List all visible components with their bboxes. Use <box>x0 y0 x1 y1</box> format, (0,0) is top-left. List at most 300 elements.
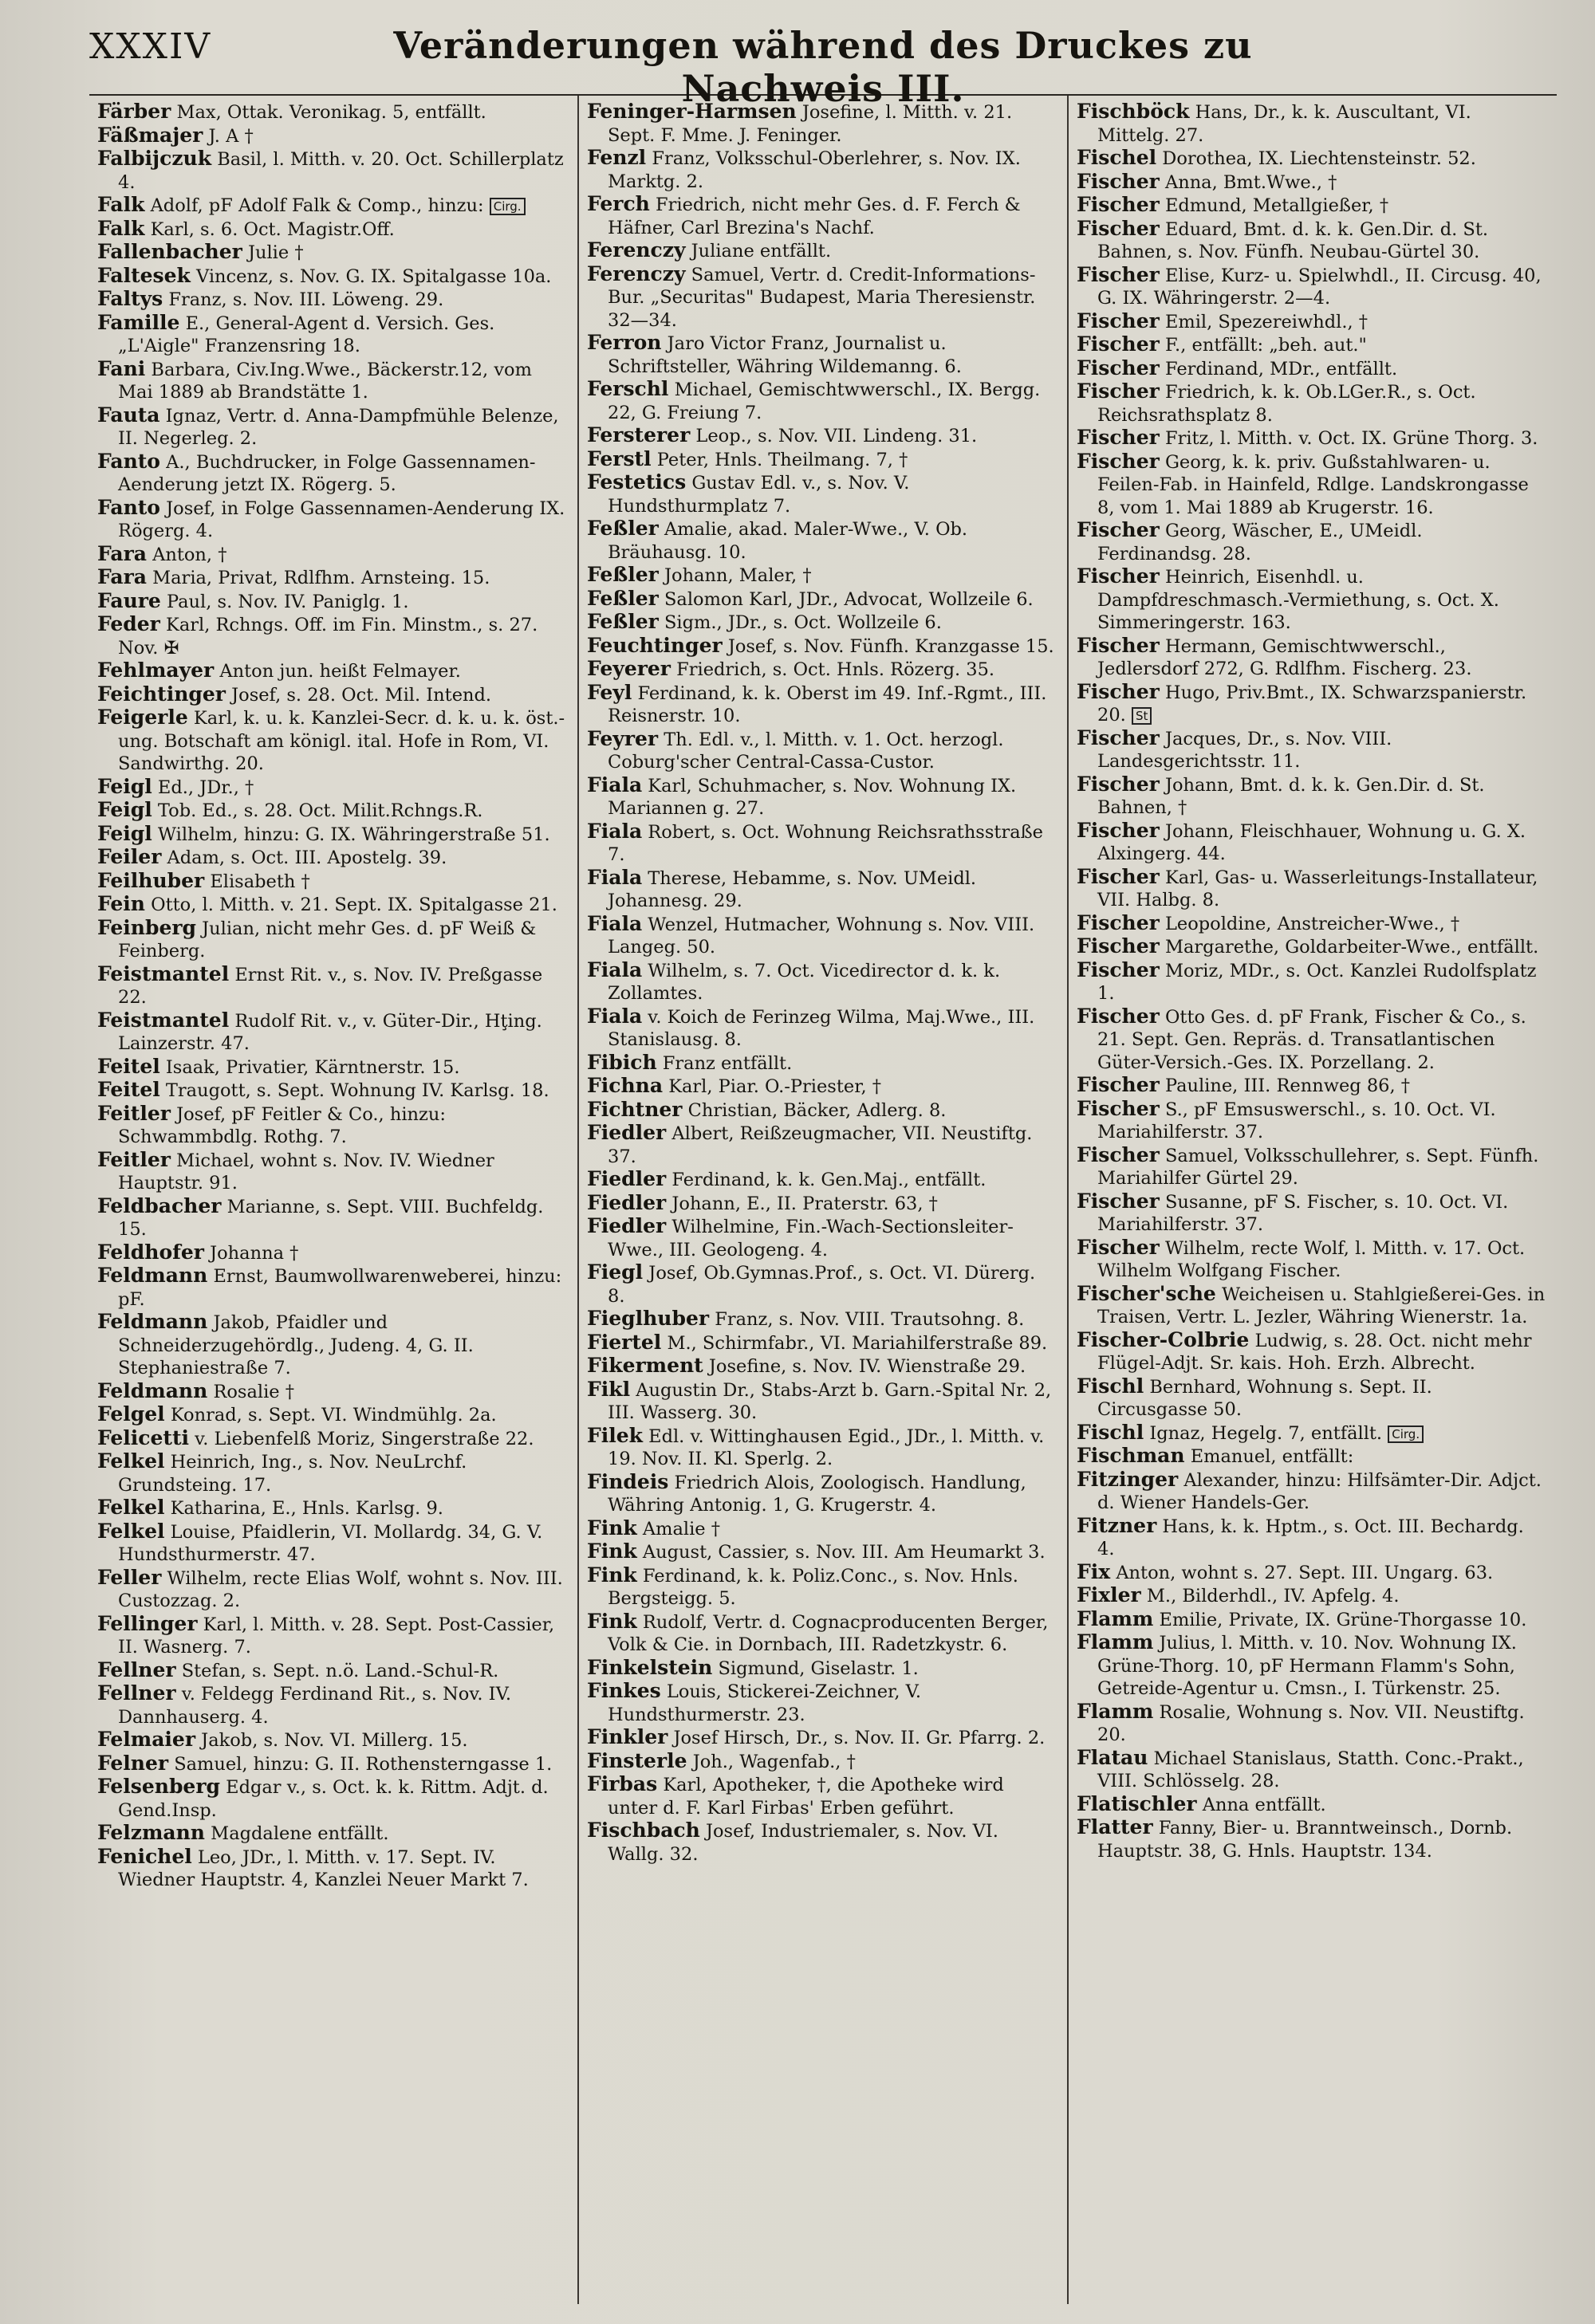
entry-surname: Falbijczuk <box>97 147 212 170</box>
entry-surname: Filek <box>587 1423 643 1447</box>
entry-surname: Feder <box>97 612 160 635</box>
entry-surname: Fischer <box>1077 1235 1160 1259</box>
entry-surname: Fibich <box>587 1050 657 1074</box>
directory-entry <box>1077 218 1546 264</box>
entry-surname: Fiedler <box>587 1167 667 1190</box>
entry-surname: Famille <box>97 310 180 334</box>
entry-details: Magdalene entfällt. <box>211 1823 389 1844</box>
entry-surname: Feichtinger <box>97 682 226 706</box>
entry-details: Karl, Apotheker, †, die Apotheke wird unter d. F. Karl Firbas' Erben geführt. <box>608 1775 1004 1819</box>
directory-entry <box>1077 1816 1546 1862</box>
entry-details: Sigm., JDr., s. Oct. Wollzeile 6. <box>664 612 942 633</box>
entry-details: Dorothea, IX. Liechtensteinstr. 52. <box>1162 148 1476 169</box>
entry-details: Josefine, s. Nov. IV. Wienstraße 29. <box>708 1356 1026 1377</box>
directory-entry <box>1077 912 1546 936</box>
entry-surname: Feldhofer <box>97 1240 204 1264</box>
entry-surname: Feller <box>97 1565 162 1589</box>
directory-entry <box>1077 147 1546 171</box>
entry-details: Julius, l. Mitth. v. 10. Nov. Wohnung IX. Grüne-Thorg. 10, pF Hermann Flamm's Sohn, Getreide-Agentur u. Cmsn., I. Türkenstr. 25. <box>1097 1633 1517 1699</box>
entry-details: Josef, Ob.Gymnas.Prof., s. Oct. VI. Dürerg. 8. <box>608 1263 1036 1307</box>
entry-details: Augustin Dr., Stabs-Arzt b. Garn.-Spital Nr. 2, III. Wasserg. 30. <box>608 1379 1052 1423</box>
entry-badge: St <box>1132 707 1152 725</box>
entry-surname: Feyl <box>587 680 632 704</box>
entry-details: Rudolf Rit. v., v. Güter-Dir., Hţing. Lainzerstr. 47. <box>118 1010 542 1054</box>
entry-surname: Feitel <box>97 1054 160 1078</box>
entry-surname: Feigl <box>97 798 152 821</box>
entry-surname: Fichtner <box>587 1097 683 1121</box>
directory-entry <box>587 1517 1056 1541</box>
directory-entry <box>97 846 566 870</box>
directory-entry <box>1077 1098 1546 1144</box>
entry-details: Georg, Wäscher, E., UMeidl. Ferdinandsg. 28. <box>1097 521 1423 564</box>
directory-entry <box>97 358 566 404</box>
directory-entry <box>587 424 1056 448</box>
entry-details: Karl, l. Mitth. v. 28. Sept. Post-Cassier, II. Wasnerg. 7. <box>118 1614 555 1657</box>
entry-surname: Ferenczy <box>587 238 686 261</box>
directory-entry <box>97 1264 566 1311</box>
entry-details: Julie † <box>247 242 304 263</box>
entry-details: Maria, Privat, Rdlfhm. Arnsteing. 15. <box>152 568 490 588</box>
entry-surname: Feyerer <box>587 657 671 680</box>
entry-surname: Feyrer <box>587 726 659 750</box>
entry-surname: Fischer <box>1077 1189 1160 1213</box>
directory-entry <box>97 1427 566 1451</box>
directory-entry <box>587 1610 1056 1657</box>
directory-entry <box>97 1659 566 1683</box>
entry-surname: Finsterle <box>587 1748 687 1772</box>
directory-entry <box>97 312 566 358</box>
entry-surname: Fichna <box>587 1074 664 1097</box>
entry-surname: Fieglhuber <box>587 1307 710 1330</box>
entry-details: Anna entfällt. <box>1202 1794 1326 1815</box>
entry-surname: Feiler <box>97 845 162 868</box>
directory-entry <box>97 218 566 242</box>
directory-entry <box>97 1403 566 1427</box>
directory-entry <box>1077 866 1546 912</box>
entry-badge: Cirg. <box>1388 1425 1424 1443</box>
entry-surname: Fischer <box>1077 193 1160 216</box>
entry-surname: Fischer <box>1077 864 1160 888</box>
directory-entry <box>1077 264 1546 310</box>
entry-details: Ferdinand, k. k. Oberst im 49. Inf.-Rgmt., III. Reisnerstr. 10. <box>608 682 1047 726</box>
directory-entry <box>1077 1329 1546 1375</box>
entry-details: Traugott, s. Sept. Wohnung IV. Karlsg. 18. <box>165 1080 549 1101</box>
entry-details: Wilhelm, recte Wolf, l. Mitth. v. 17. Oct. Wilhelm Wolfgang Fischer. <box>1097 1237 1526 1281</box>
directory-entry <box>97 1567 566 1613</box>
entry-details: Konrad, s. Sept. VI. Windmühlg. 2a. <box>170 1405 497 1425</box>
directory-entry <box>97 1241 566 1265</box>
directory-entry <box>587 1471 1056 1517</box>
entry-details: Edmund, Metallgießer, † <box>1164 195 1389 216</box>
entry-surname: Feitler <box>97 1101 171 1125</box>
directory-entry <box>1077 310 1546 334</box>
entry-surname: Fischer <box>1077 262 1160 286</box>
entry-details: Pauline, III. Rennweg 86, † <box>1164 1075 1411 1096</box>
directory-entry <box>97 241 566 265</box>
entry-surname: Fischer <box>1077 309 1160 332</box>
entry-surname: Feßler <box>587 610 659 633</box>
directory-entry <box>587 820 1056 867</box>
entry-details: Georg, k. k. priv. Gußstahlwaren- u. Feilen-Fab. in Hainfeld, Rdlge. Landskrongasse 8, vom 1. Mai 1889 ab Krugerstr. 16. <box>1097 451 1529 518</box>
entry-details: S., pF Emsuswerschl., s. 10. Oct. VI. Mariahilferstr. 37. <box>1097 1099 1496 1142</box>
directory-entry <box>1077 1747 1546 1793</box>
directory-entry <box>97 1311 566 1380</box>
entry-surname: Finkler <box>587 1725 668 1748</box>
entry-surname: Feistmantel <box>97 1008 230 1032</box>
entry-details: Johanna † <box>210 1242 299 1264</box>
entry-details: Rosalie † <box>213 1381 294 1402</box>
entry-surname: Felner <box>97 1751 169 1775</box>
directory-entry <box>587 1819 1056 1866</box>
entry-details: Emilie, Private, IX. Grüne-Thorgasse 10. <box>1159 1609 1527 1630</box>
directory-entry <box>1077 1237 1546 1283</box>
entry-surname: Fischer <box>1077 169 1160 193</box>
entry-details: Ferdinand, k. k. Gen.Maj., entfällt. <box>671 1170 987 1190</box>
columns <box>89 96 1557 2304</box>
entry-details: Max, Ottak. Veronikag. 5, entfällt. <box>176 102 486 123</box>
entry-surname: Fischer <box>1077 564 1160 588</box>
entry-details: Johann, Fleischhauer, Wohnung u. G. X. Alxingerg. 44. <box>1097 820 1526 864</box>
entry-details: Edgar v., s. Oct. k. k. Rittm. Adjt. d. Gend.Insp. <box>118 1777 549 1821</box>
entry-surname: Fischer <box>1077 216 1160 240</box>
entry-details: Robert, s. Oct. Wohnung Reichsrathsstraße 7. <box>608 821 1043 865</box>
entry-surname: Fischer <box>1077 818 1160 842</box>
entry-details: Adam, s. Oct. III. Apostelg. 39. <box>167 847 447 868</box>
entry-details: Hans, k. k. Hptm., s. Oct. III. Bechardg. 4. <box>1097 1516 1524 1559</box>
entry-surname: Fanto <box>97 449 160 473</box>
entry-details: Ernst Rit. v., s. Nov. IV. Preßgasse 22. <box>118 964 543 1008</box>
directory-entry <box>587 1192 1056 1216</box>
entry-details: Ernst, Baumwollwarenweberei, hinzu: pF. <box>118 1266 562 1310</box>
entry-details: Friedrich, s. Oct. Hnls. Rözerg. 35. <box>676 659 995 680</box>
entry-surname: Fani <box>97 356 146 380</box>
entry-details: Wilhelm, hinzu: G. IX. Währingerstraße 51. <box>157 824 550 845</box>
entry-details: August, Cassier, s. Nov. III. Am Heumarkt 3. <box>642 1542 1046 1563</box>
directory-entry <box>587 1261 1056 1307</box>
entry-surname: Fiegl <box>587 1260 644 1284</box>
entry-details: E., General-Agent d. Versich. Ges. „L'Aigle" Franzensring 18. <box>118 313 495 356</box>
directory-entry <box>1077 1074 1546 1098</box>
entry-surname: Felmaier <box>97 1728 196 1751</box>
entry-details: Louise, Pfaidlerin, VI. Mollardg. 34, G. V. Hundsthurmerstr. 47. <box>118 1521 543 1565</box>
entry-surname: Fallenbacher <box>97 240 242 263</box>
directory-entry <box>97 590 566 614</box>
entry-details: Leopoldine, Anstreicher-Wwe., † <box>1164 913 1460 934</box>
entry-surname: Fitzinger <box>1077 1467 1179 1491</box>
directory-entry <box>1077 333 1546 357</box>
entry-surname: Findeis <box>587 1469 669 1493</box>
directory-entry <box>587 564 1056 588</box>
directory-entry <box>587 471 1056 517</box>
entry-surname: Fischer <box>1077 1096 1160 1120</box>
directory-entry <box>587 448 1056 472</box>
directory-entry <box>587 774 1056 820</box>
directory-entry <box>1077 1144 1546 1190</box>
entry-details: Peter, Hnls. Theilmang. 7, † <box>656 449 908 470</box>
entry-details: Otto Ges. d. pF Frank, Fischer & Co., s. 21. Sept. Gen. Repräs. d. Transatlantischen Güter-Versich.-Ges. IX. Porzellang. 2. <box>1097 1006 1526 1073</box>
directory-entry <box>97 776 566 800</box>
entry-details: Weicheisen u. Stahlgießerei-Ges. in Traisen, Vertr. L. Jezler, Währing Wienerstr. 1a. <box>1097 1284 1546 1327</box>
entry-surname: Fink <box>587 1609 637 1633</box>
entry-surname: Ferstl <box>587 446 652 470</box>
entry-surname: Fischer <box>1077 426 1160 449</box>
entry-details: Anton jun. heißt Felmayer. <box>219 661 461 682</box>
entry-surname: Fischer <box>1077 356 1160 379</box>
entry-surname: Fischer <box>1077 958 1160 981</box>
entry-surname: Feigerle <box>97 706 188 729</box>
entry-details: Johann, Maler, † <box>664 565 812 586</box>
directory-entry <box>1077 427 1546 450</box>
entry-surname: Fischer <box>1077 518 1160 541</box>
entry-surname: Färber <box>97 100 171 123</box>
entry-details: Karl, Gas- u. Wasserleitungs-Installateur, VII. Halbg. 8. <box>1097 867 1538 910</box>
directory-entry <box>97 1195 566 1241</box>
entry-details: Franz, s. Nov. VIII. Trautsohng. 8. <box>715 1309 1025 1330</box>
entry-details: Ignaz, Hegelg. 7, entfällt. <box>1149 1422 1383 1444</box>
directory-entry <box>587 1657 1056 1681</box>
entry-details: Hugo, Priv.Bmt., IX. Schwarzspanierstr. 20. <box>1097 682 1527 726</box>
entry-surname: Felkel <box>97 1449 165 1473</box>
entry-details: Isaak, Privatier, Kärntnerstr. 15. <box>165 1056 460 1078</box>
entry-surname: Fiala <box>587 865 643 889</box>
entry-surname: Felkel <box>97 1519 165 1543</box>
entry-details: Heinrich, Eisenhdl. u. Dampfdreschmasch.-Vermiethung, s. Oct. X. Simmeringerstr. 163. <box>1097 567 1499 633</box>
entry-surname: Fiala <box>587 911 643 935</box>
directory-entry <box>1077 1445 1546 1469</box>
directory-entry <box>587 332 1056 378</box>
entry-surname: Fischböck <box>1077 100 1190 123</box>
directory-entry <box>97 1728 566 1752</box>
entry-surname: Faltys <box>97 287 163 310</box>
directory-entry <box>1077 1561 1546 1585</box>
page-number: XXXIV <box>89 26 212 67</box>
directory-entry <box>97 1380 566 1404</box>
entry-surname: Feßler <box>587 586 659 610</box>
entry-details: F., entfällt: „beh. aut." <box>1164 335 1367 356</box>
entry-details: Salomon Karl, JDr., Advocat, Wollzeile 6. <box>664 588 1034 610</box>
entry-surname: Fischbach <box>587 1819 700 1842</box>
directory-entry <box>587 1099 1056 1123</box>
entry-details: Josef, s. 28. Oct. Mil. Intend. <box>231 684 492 706</box>
directory-entry <box>1077 959 1546 1005</box>
entry-details: Marianne, s. Sept. VIII. Buchfeldg. 15. <box>118 1196 544 1240</box>
entry-details: Karl, Schuhmacher, s. Nov. Wohnung IX. Mariannen g. 27. <box>608 775 1017 819</box>
directory-entry <box>1077 519 1546 565</box>
entry-surname: Ferschl <box>587 377 669 400</box>
directory-entry <box>97 799 566 823</box>
entry-details: Wenzel, Hutmacher, Wohnung s. Nov. VIII. Langeg. 50. <box>608 914 1035 958</box>
column-2 <box>579 96 1069 2304</box>
directory-entry <box>1077 935 1546 959</box>
directory-entry <box>97 823 566 847</box>
directory-entry <box>1077 681 1546 727</box>
directory-entry <box>587 378 1056 424</box>
directory-entry <box>97 963 566 1009</box>
directory-entry <box>1077 1469 1546 1515</box>
entry-details: Julian, nicht mehr Ges. d. pF Weiß & Feinberg. <box>118 918 537 961</box>
entry-details: Jaro Victor Franz, Journalist u. Schriftsteller, Währing Wildemanng. 6. <box>608 333 962 377</box>
entry-surname: Falk <box>97 216 145 240</box>
entry-details: Tob. Ed., s. 28. Oct. Milit.Rchngs.R. <box>157 800 483 821</box>
directory-entry <box>587 1425 1056 1471</box>
entry-details: Friedrich, nicht mehr Ges. d. F. Ferch & Häfner, Carl Brezina's Nachf. <box>608 195 1021 238</box>
directory-entry <box>97 450 566 497</box>
entry-details: Anton, † <box>152 544 227 565</box>
entry-surname: Felgel <box>97 1402 165 1425</box>
directory-entry <box>587 1005 1056 1052</box>
entry-surname: Fara <box>97 565 147 588</box>
entry-details: Gustav Edl. v., s. Nov. V. Hundsthurmplatz 7. <box>608 473 910 517</box>
directory-entry <box>587 635 1056 659</box>
entry-surname: Faltesek <box>97 263 191 287</box>
entry-surname: Faure <box>97 588 161 612</box>
entry-details: Johann, Bmt. d. k. k. Gen.Dir. d. St. Bahnen, † <box>1097 774 1485 818</box>
entry-surname: Fiertel <box>587 1330 662 1354</box>
directory-entry <box>97 613 566 659</box>
directory-entry <box>1077 565 1546 635</box>
directory-entry <box>1077 1631 1546 1701</box>
directory-entry <box>587 1122 1056 1168</box>
entry-surname: Falk <box>97 193 145 216</box>
entry-details: A., Buchdrucker, in Folge Gassennamen-Aenderung jetzt IX. Rögerg. 5. <box>118 451 536 495</box>
entry-surname: Feldmann <box>97 1264 208 1287</box>
entry-details: Johann, E., II. Praterstr. 63, † <box>671 1193 938 1214</box>
entry-details: Wilhelm, recte Elias Wolf, wohnt s. Nov. III. Custozzag. 2. <box>118 1567 563 1611</box>
entry-surname: Fiedler <box>587 1190 667 1214</box>
entry-details: M., Bilderhdl., IV. Apfelg. 4. <box>1146 1586 1400 1606</box>
directory-entry <box>587 1215 1056 1261</box>
directory-entry <box>97 1775 566 1822</box>
entry-details: Louis, Stickerei-Zeichner, V. Hundsthurmerstr. 23. <box>608 1681 922 1725</box>
entry-surname: Fischer <box>1077 679 1160 703</box>
directory-entry <box>1077 773 1546 820</box>
entry-details: Franz, s. Nov. III. Löweng. 29. <box>168 289 444 310</box>
entry-surname: Finkelstein <box>587 1655 713 1679</box>
entry-details: Hermann, Gemischtwwerschl., Jedlersdorf 272, G. Rdlfhm. Fischerg. 23. <box>1097 635 1472 679</box>
directory-entry <box>587 1378 1056 1425</box>
directory-entry <box>1077 1515 1546 1561</box>
entry-surname: Ferch <box>587 192 650 215</box>
entry-details: Basil, l. Mitth. v. 20. Oct. Schillerplatz 4. <box>118 149 564 193</box>
entry-details: Leop., s. Nov. VII. Lindeng. 31. <box>695 426 978 446</box>
entry-surname: Fischel <box>1077 146 1157 169</box>
entry-surname: Fix <box>1077 1559 1111 1583</box>
entry-details: v. Liebenfelß Moriz, Singerstraße 22. <box>195 1428 534 1449</box>
entry-details: Franz, Volksschul-Oberlehrer, s. Nov. IX. Marktg. 2. <box>608 148 1021 192</box>
entry-details: Elise, Kurz- u. Spielwhdl., II. Circusg. 40, G. IX. Währingerstr. 2—4. <box>1097 265 1542 309</box>
entry-details: Stefan, s. Sept. n.ö. Land.-Schul-R. <box>181 1660 499 1681</box>
entry-surname: Fischer-Colbrie <box>1077 1327 1250 1351</box>
entry-surname: Fischer <box>1077 772 1160 796</box>
directory-entry <box>97 1520 566 1567</box>
entry-details: Elisabeth † <box>210 871 310 892</box>
entry-surname: Fischer <box>1077 910 1160 934</box>
entry-surname: Fikerment <box>587 1354 703 1377</box>
directory-entry <box>1077 1283 1546 1329</box>
directory-entry <box>587 263 1056 332</box>
directory-entry <box>97 893 566 917</box>
entry-details: Josef, Industriemaler, s. Nov. VI. Wallg. 32. <box>608 1821 998 1865</box>
directory-entry <box>97 706 566 776</box>
directory-entry <box>97 659 566 683</box>
directory-entry <box>587 1564 1056 1610</box>
directory-entry <box>587 1052 1056 1075</box>
directory-entry <box>587 682 1056 728</box>
entry-details: Fritz, l. Mitth. v. Oct. IX. Grüne Thorg. 3. <box>1164 428 1538 449</box>
directory-entry <box>97 1450 566 1496</box>
page-header <box>89 24 1557 110</box>
entry-details: Leo, JDr., l. Mitth. v. 17. Sept. IV. Wiedner Hauptstr. 4, Kanzlei Neuer Markt 7. <box>118 1846 529 1890</box>
entry-surname: Fink <box>587 1540 637 1563</box>
directory-entry <box>1077 820 1546 866</box>
entry-details: Fanny, Bier- u. Branntweinsch., Dornb. Hauptstr. 38, G. Hnls. Hauptstr. 134. <box>1097 1818 1513 1862</box>
directory-entry <box>97 1009 566 1056</box>
directory-entry <box>1077 1005 1546 1075</box>
entry-surname: Fiala <box>587 958 643 981</box>
directory-entry <box>1077 1793 1546 1817</box>
entry-details: Amalie † <box>642 1518 721 1540</box>
entry-surname: Feigl <box>97 774 152 798</box>
directory-entry <box>97 1613 566 1659</box>
entry-surname: Fischer <box>1077 379 1160 403</box>
entry-surname: Feldmann <box>97 1378 208 1402</box>
directory-entry <box>97 1056 566 1079</box>
entry-details: Moriz, MDr., s. Oct. Kanzlei Rudolfsplatz 1. <box>1097 960 1537 1004</box>
entry-surname: Fenichel <box>97 1844 192 1868</box>
entry-surname: Ferron <box>587 331 662 354</box>
directory-entry <box>587 658 1056 682</box>
entry-details: Michael, Gemischtwwerschl., IX. Bergg. 22, G. Freiung 7. <box>608 379 1041 423</box>
entry-details: Josef, pF Feitler & Co., hinzu: Schwammbdlg. Rothg. 7. <box>118 1103 446 1147</box>
entry-surname: Felzmann <box>97 1821 205 1844</box>
entry-details: Karl, k. u. k. Kanzlei-Secr. d. k. u. k. öst.-ung. Botschaft am königl. ital. Hofe in Rom, VI. Sandwirthg. 20. <box>118 708 565 774</box>
directory-entry <box>1077 1190 1546 1237</box>
entry-surname: Felkel <box>97 1496 165 1519</box>
directory-entry <box>97 404 566 450</box>
directory-entry <box>97 1752 566 1776</box>
directory-entry <box>97 1846 566 1892</box>
directory-entry <box>587 588 1056 611</box>
entry-details: Emanuel, entfällt: <box>1190 1446 1354 1467</box>
entry-surname: Flatischler <box>1077 1791 1197 1815</box>
entry-details: Ed., JDr., † <box>157 777 254 798</box>
entry-surname: Fischl <box>1077 1374 1144 1398</box>
entry-surname: Felsenberg <box>97 1775 220 1798</box>
entry-surname: Fenzl <box>587 146 647 169</box>
directory-entry <box>1077 635 1546 681</box>
entry-details: Wilhelm, s. 7. Oct. Vicedirector d. k. k. Zollamtes. <box>608 960 1001 1004</box>
entry-details: v. Feldegg Ferdinand Rit., s. Nov. IV. Dannhauserg. 4. <box>118 1684 512 1728</box>
entry-surname: Fanto <box>97 495 160 519</box>
entry-surname: Feitler <box>97 1147 171 1171</box>
entry-details: Ferdinand, MDr., entfällt. <box>1164 358 1398 379</box>
entry-surname: Fischer <box>1077 726 1160 749</box>
directory-entry <box>1077 450 1546 520</box>
entry-surname: Feilhuber <box>97 868 205 892</box>
entry-surname: Fein <box>97 892 145 915</box>
entry-details: Ferdinand, k. k. Poliz.Conc., s. Nov. Hnls. Bergsteigg. 5. <box>608 1565 1018 1609</box>
entry-details: Bernhard, Wohnung s. Sept. II. Circusgasse 50. <box>1097 1376 1432 1420</box>
entry-surname: Flatter <box>1077 1815 1153 1838</box>
entry-details: Karl, s. 6. Oct. Magistr.Off. <box>150 218 395 240</box>
directory-entry <box>587 1355 1056 1378</box>
entry-details: Emil, Spezereiwhdl., † <box>1164 311 1369 332</box>
entry-surname: Firbas <box>587 1772 658 1795</box>
entry-surname: Fischer <box>1077 449 1160 473</box>
entry-surname: Fischer'sche <box>1077 1281 1216 1305</box>
entry-details: Adolf, pF Adolf Falk & Comp., hinzu: <box>150 195 484 216</box>
entry-surname: Flamm <box>1077 1630 1154 1654</box>
